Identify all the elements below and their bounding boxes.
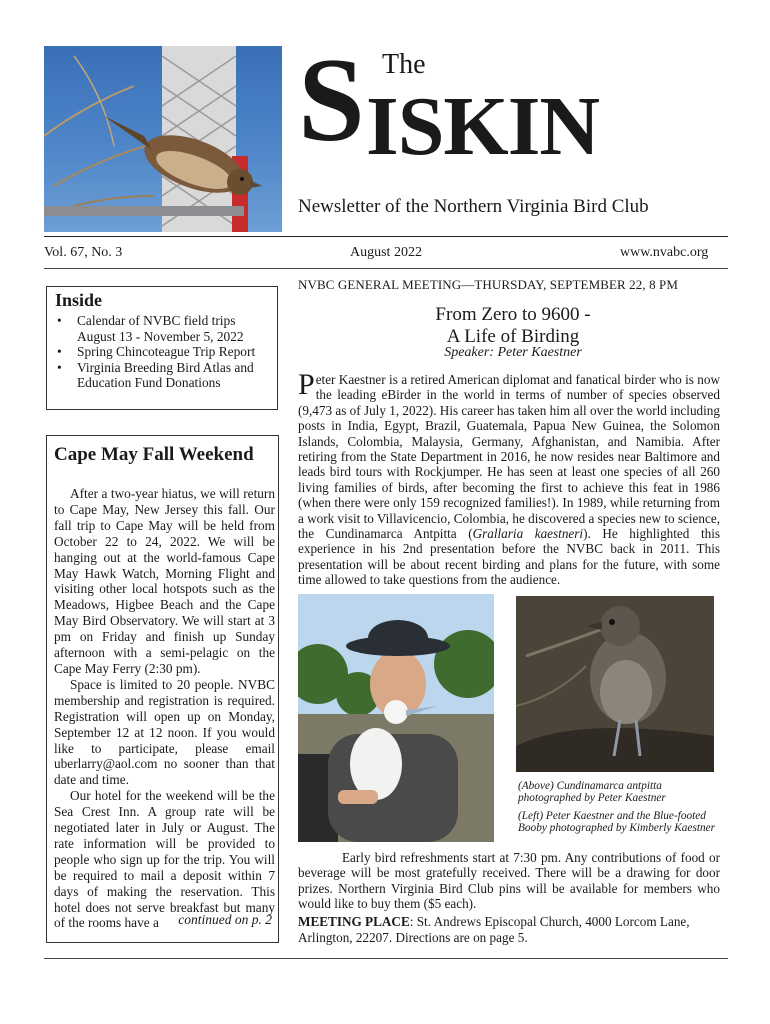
refreshments-paragraph: Early bird refreshments start at 7:30 pm. Any contributions of food or beverage will be most gratefully received. There will be a drawing for door prizes. Northern Virginia Bird Club pins will be available for members who would like to buy them ($5 each). bbox=[298, 850, 720, 912]
meeting-place bbox=[298, 914, 720, 945]
cape-may-paragraph: After a two-year hiatus, we will return to Cape May, New Jersey this fall. Our fall trip to Cape May will be held from October 22 to 24, 2022. We will be hanging out at the world-famous Cape May Hawk Watch, Morning Flight and visiting other local hotspots such as the Meadows, Higbee Beach and the Cape May Bird Observatory. We will start at 3 pm on Friday and finish up Sunday afternoon with a semi-pelagic on the Cape May Ferry (2:30 pm). bbox=[54, 486, 275, 676]
speaker-line: Speaker: Peter Kaestner bbox=[444, 345, 582, 360]
cape-may-article-box bbox=[46, 435, 279, 943]
drop-cap: P bbox=[298, 368, 315, 401]
inside-list bbox=[55, 313, 273, 391]
article-text: ). He highlighted this experience in his 2nd presentation before the NVBC back in 2011. This presentation will be about recent birding and plans for the future, with some time allowed to take questions from the audience. bbox=[298, 526, 720, 588]
issue-date: August 2022 bbox=[350, 245, 422, 260]
talk-title-line: A Life of Birding bbox=[446, 326, 580, 347]
footer-divider bbox=[44, 958, 728, 959]
cape-may-paragraph: Space is limited to 20 people. NVBC membership and registration is required. Registration will open up on Monday, September 12 at 12 noon. If you would like to participate, please email uberlarry@aol.com no sooner than that date and time. bbox=[54, 676, 275, 788]
talk-title bbox=[298, 304, 728, 348]
cape-may-title: Cape May Fall Weekend bbox=[54, 444, 254, 465]
finch-on-feeder-image bbox=[44, 46, 282, 232]
volume-label: Vol. 67, No. 3 bbox=[44, 245, 123, 260]
speaker-photo-image bbox=[298, 594, 494, 842]
inside-item: • Spring Chincoteague Trip Report bbox=[55, 344, 273, 360]
meeting-place-text: : St. Andrews Episcopal Church, 4000 Lorcom Lane, Arlington, 22207. Directions are on page 5. bbox=[298, 914, 690, 945]
species-name: Grallaria kaestneri bbox=[472, 526, 584, 542]
masthead-title: ISKIN bbox=[366, 80, 600, 173]
article-text: eter Kaestner is a retired American diplomat and fanatical birder who is now the leading eBirder in the world in terms of number of species observed (9,473 as of July 1, 2022). His career has taken him all over the world including posts in India, Egypt, Brazil, Guatemala, Papua New Guinea, the Solomon Islands, Colombia, Malaysia, Germany, Afghanistan, and Namibia. After retiring from the State Department in 2016, he now resides near Baltimore and leads bird tours with Rockjumper. He has seen at least one species of all 260 living families of birds, after becoming the first to achieve this feat in 1986 (when there were only 159 recognized families!). In 1989, while returning from a work visit to Villavicencio, Colombia, he discovered a species new to science, the Cundinamarca Antpitta ( bbox=[298, 372, 720, 542]
inside-box bbox=[46, 286, 278, 410]
inside-item: • Calendar of NVBC field trips August 13 - November 5, 2022 bbox=[55, 313, 273, 344]
masthead-bird-photo bbox=[44, 46, 282, 232]
antpitta-image bbox=[516, 596, 714, 772]
masthead-title-initial: S bbox=[298, 33, 363, 166]
cape-may-paragraph: Our hotel for the weekend will be the Sea Crest Inn. A group rate will be negotiated later in July or August. The rate information will be provided to people who sign up for the trip. You will be required to mail a deposit within 7 days of making the reservation. This hotel does not serve breakfast but many of the rooms have a bbox=[54, 788, 275, 931]
masthead-title-the: The bbox=[382, 49, 426, 80]
masthead-subtitle: Newsletter of the Northern Virginia Bird Club bbox=[298, 196, 649, 217]
speaker-with-booby-photo bbox=[298, 594, 494, 842]
continued-note[interactable]: continued on p. 2 bbox=[178, 912, 272, 927]
caption-above: (Above) Cundinamarca antpitta photographed by Peter Kaestner bbox=[518, 780, 666, 804]
meta-divider bbox=[44, 268, 728, 269]
caption-left: (Left) Peter Kaestner and the Blue-footed Booby photographed by Kimberly Kaestner bbox=[518, 810, 716, 834]
inside-item: • Virginia Breeding Bird Atlas and Education Fund Donations bbox=[55, 360, 273, 391]
meeting-header: NVBC GENERAL MEETING—THURSDAY, SEPTEMBER 22, 8 PM bbox=[298, 277, 679, 292]
talk-title-line: From Zero to 9600 - bbox=[435, 304, 591, 325]
inside-title: Inside bbox=[55, 290, 103, 310]
antpitta-photo bbox=[516, 596, 714, 772]
meeting-article bbox=[298, 368, 720, 588]
cape-may-body bbox=[54, 486, 275, 931]
meeting-place-label: MEETING PLACE bbox=[298, 914, 410, 929]
masthead-divider bbox=[44, 236, 728, 237]
website-link[interactable]: www.nvabc.org bbox=[620, 245, 709, 260]
